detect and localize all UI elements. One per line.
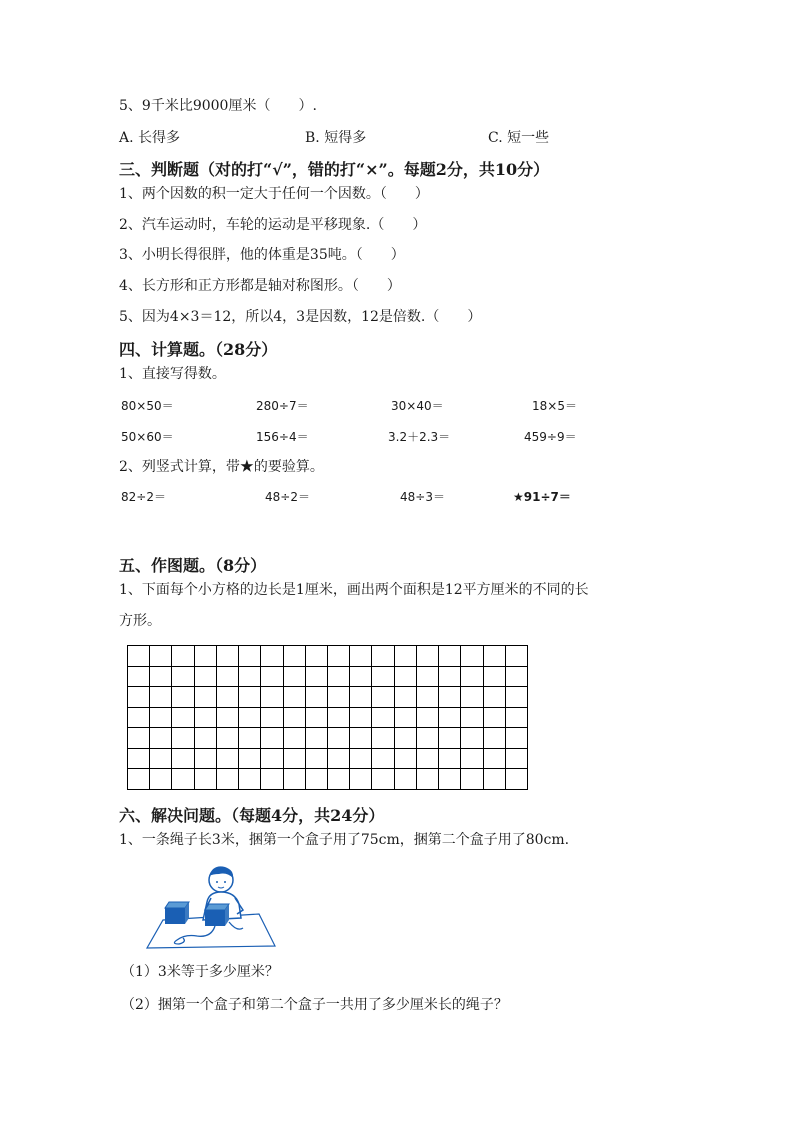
grid-cell[interactable] — [327, 768, 350, 790]
grid-cell[interactable] — [460, 748, 483, 770]
grid-cell[interactable] — [460, 645, 483, 667]
grid-cell[interactable] — [283, 748, 306, 770]
calc-item: 459÷9＝ — [524, 430, 577, 444]
grid-cell[interactable] — [194, 748, 217, 770]
judge-item-3: 3、小明长得很胖，他的体重是35吨。（ ） — [119, 247, 405, 263]
grid-cell[interactable] — [283, 645, 306, 667]
grid-cell[interactable] — [483, 645, 506, 667]
judge-item-1: 1、两个因数的积一定大于任何一个因数。（ ） — [119, 186, 429, 202]
grid-cell[interactable] — [260, 686, 283, 708]
grid-cell[interactable] — [438, 727, 461, 749]
calc-item: 280÷7＝ — [256, 399, 309, 413]
grid-cell[interactable] — [505, 666, 528, 688]
grid-cell[interactable] — [194, 727, 217, 749]
calc-item: 18×5＝ — [532, 399, 577, 413]
grid-cell[interactable] — [283, 727, 306, 749]
grid-cell[interactable] — [327, 748, 350, 770]
grid-cell[interactable] — [349, 707, 372, 729]
section-5-heading: 五、作图题。（8分） — [119, 556, 267, 575]
grid-cell[interactable] — [283, 768, 306, 790]
grid-cell[interactable] — [149, 748, 172, 770]
grid-cell[interactable] — [238, 686, 261, 708]
grid-cell[interactable] — [371, 707, 394, 729]
grid-cell[interactable] — [505, 707, 528, 729]
grid-cell[interactable] — [416, 748, 439, 770]
drawing-question-line-1: 1、下面每个小方格的边长是1厘米，画出两个面积是12平方厘米的不同的长 — [119, 582, 589, 598]
grid-cell[interactable] — [349, 727, 372, 749]
grid-cell[interactable] — [216, 645, 239, 667]
grid-cell[interactable] — [127, 707, 150, 729]
grid-cell[interactable] — [505, 727, 528, 749]
vertical-calc-item: 48÷3＝ — [400, 490, 445, 504]
vertical-calc-item: 48÷2＝ — [265, 490, 310, 504]
grid-cell[interactable] — [260, 666, 283, 688]
grid-cell[interactable] — [438, 666, 461, 688]
grid-cell[interactable] — [371, 686, 394, 708]
grid-cell[interactable] — [127, 666, 150, 688]
grid-cell[interactable] — [194, 666, 217, 688]
grid-cell[interactable] — [460, 727, 483, 749]
grid-cell[interactable] — [127, 727, 150, 749]
grid-cell[interactable] — [216, 686, 239, 708]
grid-cell[interactable] — [416, 666, 439, 688]
grid-cell[interactable] — [394, 707, 417, 729]
grid-cell[interactable] — [305, 768, 328, 790]
grid-cell[interactable] — [216, 727, 239, 749]
grid-cell[interactable] — [394, 686, 417, 708]
grid-cell[interactable] — [305, 645, 328, 667]
grid-cell[interactable] — [394, 645, 417, 667]
grid-cell[interactable] — [416, 727, 439, 749]
option-b: B. 短得多 — [305, 130, 367, 146]
grid-cells — [127, 645, 527, 789]
grid-cell[interactable] — [194, 707, 217, 729]
grid-cell[interactable] — [349, 686, 372, 708]
vertical-calc-item-starred: ★91÷7＝ — [513, 490, 571, 504]
grid-cell[interactable] — [194, 686, 217, 708]
grid-cell[interactable] — [238, 666, 261, 688]
grid-cell[interactable] — [438, 686, 461, 708]
grid-cell[interactable] — [171, 768, 194, 790]
sub-question-2: （2）捆第一个盒子和第二个盒子一共用了多少厘米长的绳子？ — [121, 997, 508, 1013]
grid-cell[interactable] — [127, 645, 150, 667]
grid-cell[interactable] — [149, 666, 172, 688]
grid-cell[interactable] — [171, 727, 194, 749]
child-tying-boxes-illustration — [141, 862, 281, 952]
grid-cell[interactable] — [483, 666, 506, 688]
judge-item-5: 5、因为4×3＝12，所以4，3是因数，12是倍数.（ ） — [119, 309, 482, 325]
calc-item: 80×50＝ — [121, 399, 174, 413]
grid-cell[interactable] — [216, 707, 239, 729]
grid-cell[interactable] — [305, 666, 328, 688]
grid-cell[interactable] — [394, 666, 417, 688]
grid-cell[interactable] — [238, 645, 261, 667]
calc-item: 156÷4＝ — [256, 430, 309, 444]
grid-cell[interactable] — [394, 768, 417, 790]
sub-question-1: （1）3米等于多少厘米？ — [121, 964, 279, 980]
grid-cell[interactable] — [416, 768, 439, 790]
grid-cell[interactable] — [305, 686, 328, 708]
grid-cell[interactable] — [460, 666, 483, 688]
grid-cell[interactable] — [171, 666, 194, 688]
grid-cell[interactable] — [349, 768, 372, 790]
grid-cell[interactable] — [305, 707, 328, 729]
grid-cell[interactable] — [305, 727, 328, 749]
option-a: A. 长得多 — [119, 130, 181, 146]
grid-cell[interactable] — [149, 645, 172, 667]
grid-cell[interactable] — [371, 768, 394, 790]
grid-cell[interactable] — [483, 748, 506, 770]
grid-cell[interactable] — [416, 645, 439, 667]
grid-cell[interactable] — [149, 686, 172, 708]
grid-cell[interactable] — [460, 707, 483, 729]
grid-cell[interactable] — [149, 707, 172, 729]
grid-cell[interactable] — [283, 666, 306, 688]
grid-cell[interactable] — [194, 645, 217, 667]
grid-cell[interactable] — [305, 748, 328, 770]
grid-cell[interactable] — [483, 727, 506, 749]
grid-cell[interactable] — [460, 686, 483, 708]
grid-cell[interactable] — [216, 768, 239, 790]
grid-cell[interactable] — [283, 686, 306, 708]
grid-cell[interactable] — [327, 645, 350, 667]
grid-cell[interactable] — [127, 768, 150, 790]
grid-cell[interactable] — [505, 768, 528, 790]
grid-cell[interactable] — [260, 768, 283, 790]
grid-cell[interactable] — [149, 768, 172, 790]
grid-cell[interactable] — [438, 707, 461, 729]
grid-cell[interactable] — [505, 686, 528, 708]
grid-cell[interactable] — [327, 707, 350, 729]
grid-cell[interactable] — [349, 645, 372, 667]
grid-cell[interactable] — [238, 727, 261, 749]
option-c: C. 短一些 — [488, 130, 550, 146]
grid-cell[interactable] — [438, 748, 461, 770]
grid-cell[interactable] — [438, 645, 461, 667]
grid-cell[interactable] — [416, 707, 439, 729]
grid-cell[interactable] — [149, 727, 172, 749]
grid-cell[interactable] — [327, 686, 350, 708]
question-5-text: 5、9千米比9000厘米（ ）. — [119, 98, 317, 114]
grid-cell[interactable] — [371, 666, 394, 688]
grid-cell[interactable] — [171, 645, 194, 667]
vertical-calc-label: 2、列竖式计算，带★的要验算。 — [119, 459, 324, 475]
grid-cell[interactable] — [505, 645, 528, 667]
calc-item: 50×60＝ — [121, 430, 174, 444]
grid-cell[interactable] — [216, 666, 239, 688]
grid-cell[interactable] — [416, 686, 439, 708]
grid-cell[interactable] — [216, 748, 239, 770]
grid-cell[interactable] — [460, 768, 483, 790]
grid-cell[interactable] — [483, 768, 506, 790]
grid-cell[interactable] — [260, 727, 283, 749]
grid-cell[interactable] — [371, 748, 394, 770]
grid-cell[interactable] — [371, 727, 394, 749]
grid-cell[interactable] — [127, 748, 150, 770]
grid-cell[interactable] — [194, 768, 217, 790]
grid-cell[interactable] — [349, 666, 372, 688]
grid-cell[interactable] — [327, 727, 350, 749]
judge-item-4: 4、长方形和正方形都是轴对称图形。（ ） — [119, 278, 401, 294]
grid-cell[interactable] — [327, 666, 350, 688]
grid-cell[interactable] — [171, 748, 194, 770]
direct-calc-label: 1、直接写得数。 — [119, 366, 226, 382]
grid-cell[interactable] — [260, 707, 283, 729]
drawing-question-line-2: 方形。 — [119, 613, 161, 629]
judge-item-2: 2、汽车运动时，车轮的运动是平移现象.（ ） — [119, 217, 427, 233]
grid-cell[interactable] — [283, 707, 306, 729]
vertical-calc-item: 82÷2＝ — [121, 490, 166, 504]
calc-item: 3.2＋2.3＝ — [388, 430, 451, 444]
grid-cell[interactable] — [238, 768, 261, 790]
grid-cell[interactable] — [260, 748, 283, 770]
grid-cell[interactable] — [171, 707, 194, 729]
grid-cell[interactable] — [127, 686, 150, 708]
grid-cell[interactable] — [371, 645, 394, 667]
section-6-heading: 六、解决问题。（每题4分，共24分） — [119, 806, 385, 825]
section-4-heading: 四、计算题。（28分） — [119, 340, 278, 359]
grid-cell[interactable] — [238, 707, 261, 729]
problem-1-text: 1、一条绳子长3米，捆第一个盒子用了75cm，捆第二个盒子用了80cm. — [119, 832, 570, 848]
grid-cell[interactable] — [505, 748, 528, 770]
grid-cell[interactable] — [394, 748, 417, 770]
section-3-heading: 三、判断题（对的打“√”，错的打“×”。每题2分，共10分） — [119, 160, 550, 179]
grid-cell[interactable] — [171, 686, 194, 708]
grid-cell[interactable] — [483, 686, 506, 708]
grid-cell[interactable] — [349, 748, 372, 770]
grid-cell[interactable] — [438, 768, 461, 790]
grid-cell[interactable] — [260, 645, 283, 667]
grid-cell[interactable] — [483, 707, 506, 729]
calc-item: 30×40＝ — [391, 399, 444, 413]
grid-cell[interactable] — [394, 727, 417, 749]
grid-cell[interactable] — [238, 748, 261, 770]
